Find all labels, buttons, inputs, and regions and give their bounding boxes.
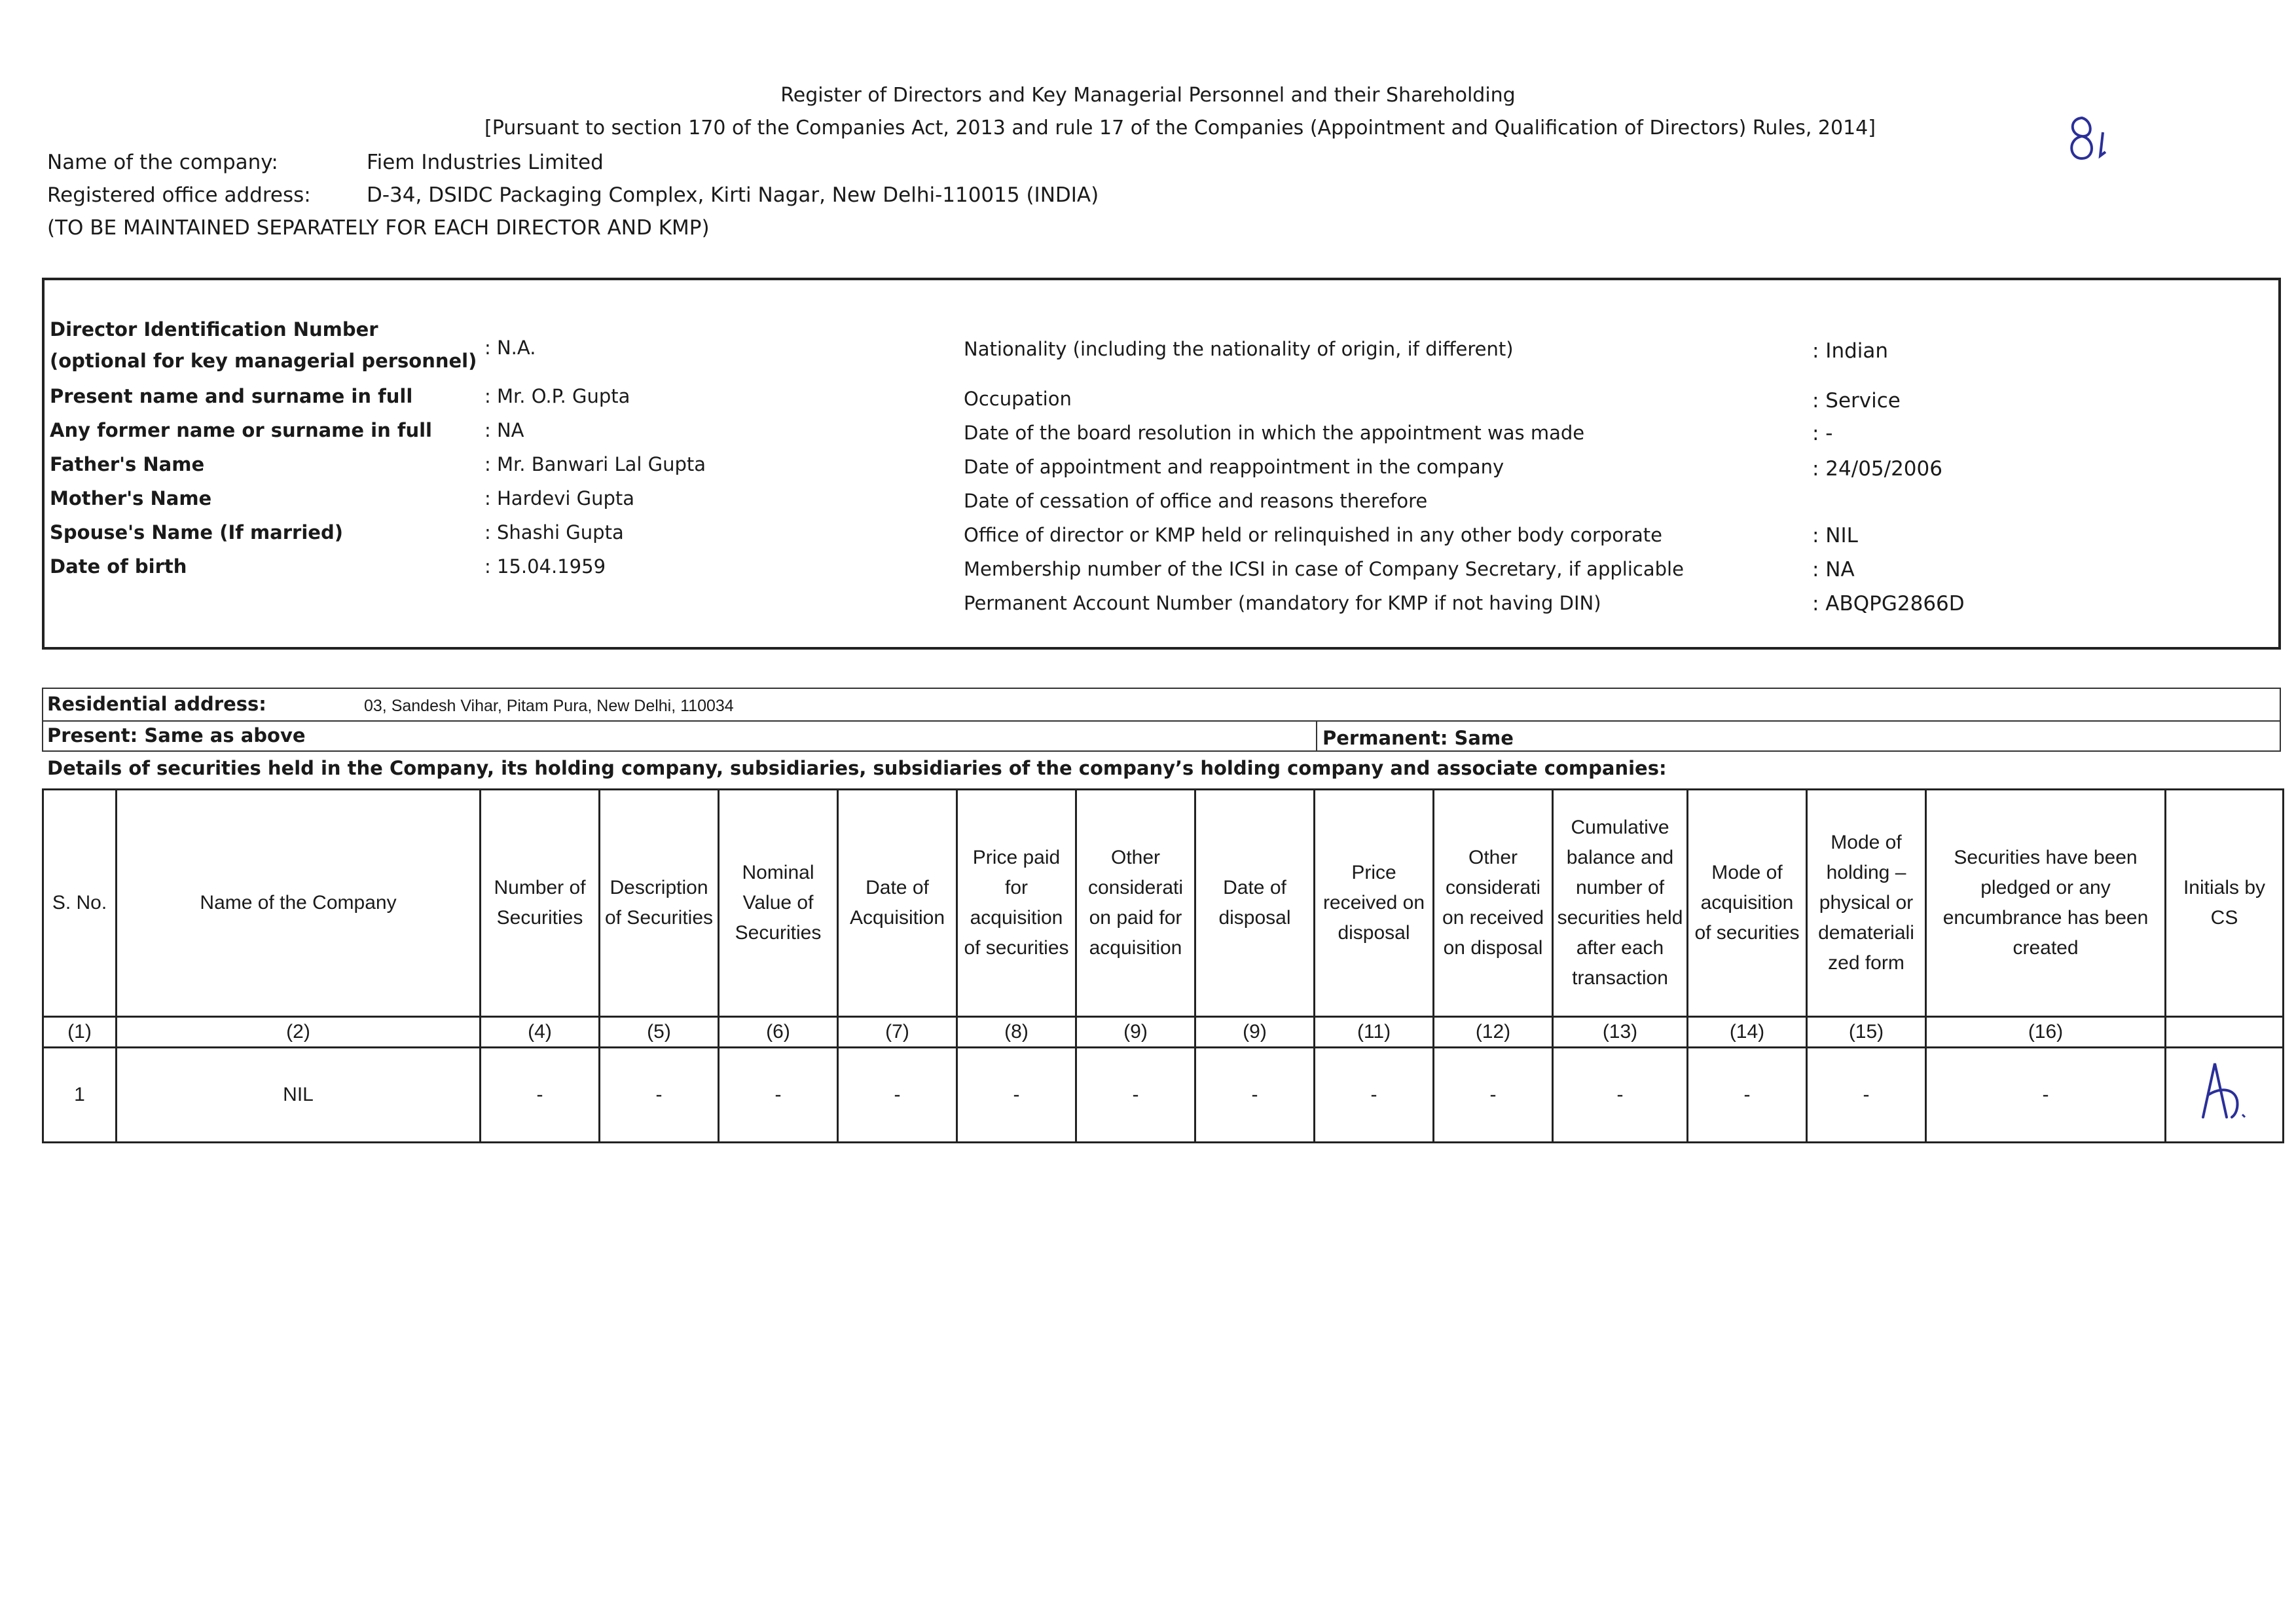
column-number: (11): [1315, 1017, 1434, 1048]
present-name-value: : Mr. O.P. Gupta: [484, 385, 630, 407]
table-cell: -: [600, 1048, 719, 1143]
permanent-divider: [1316, 720, 1317, 750]
header-cell: Other considerati on paid for acquisition: [1076, 790, 1195, 1017]
pan-label: Permanent Account Number (mandatory for KMP if not having DIN): [964, 592, 1601, 614]
column-number: (5): [600, 1017, 719, 1048]
handwritten-page-number-icon: [2062, 113, 2121, 165]
father-name-value: : Mr. Banwari Lal Gupta: [484, 453, 706, 475]
column-number: (12): [1434, 1017, 1553, 1048]
din-label-note: (optional for key managerial personnel): [50, 350, 477, 372]
table-cell: -: [1076, 1048, 1195, 1143]
column-number: [2166, 1017, 2284, 1048]
dob-value: : 15.04.1959: [484, 555, 606, 578]
director-info-box: [42, 278, 2281, 650]
former-name-label: Any former name or surname in full: [50, 419, 432, 441]
office-held-label: Office of director or KMP held or relinquished in any other body corporate: [964, 524, 1662, 546]
present-address: Present: Same as above: [47, 724, 306, 747]
company-name-label: Name of the company:: [47, 151, 278, 174]
present-name-label: Present name and surname in full: [50, 385, 413, 407]
nationality-value: : Indian: [1812, 339, 1889, 363]
table-cell: -: [719, 1048, 838, 1143]
column-number-row: [43, 1017, 2284, 1048]
table-cell: -: [1926, 1048, 2166, 1143]
header-cell: Other considerati on received on disposal: [1434, 790, 1553, 1017]
company-name-value: Fiem Industries Limited: [367, 151, 604, 174]
residential-address-value: 03, Sandesh Vihar, Pitam Pura, New Delhi, 110034: [364, 697, 734, 715]
registered-office-label: Registered office address:: [47, 183, 311, 207]
appointment-value: : 24/05/2006: [1812, 457, 1942, 481]
office-held-value: : NIL: [1812, 524, 1858, 547]
header-cell: Mode of acquisition of securities: [1688, 790, 1807, 1017]
cs-initials-cell: [2166, 1048, 2284, 1143]
table-cell: -: [838, 1048, 957, 1143]
header-cell: Nominal Value of Securities: [719, 790, 838, 1017]
din-label: Director Identification Number: [50, 318, 378, 341]
board-resolution-label: Date of the board resolution in which the appointment was made: [964, 422, 1585, 444]
header-cell: Description of Securities: [600, 790, 719, 1017]
column-number: (6): [719, 1017, 838, 1048]
table-cell: NIL: [117, 1048, 481, 1143]
father-name-label: Father's Name: [50, 453, 205, 475]
occupation-label: Occupation: [964, 388, 1072, 410]
header-cell: S. No.: [43, 790, 117, 1017]
appointment-label: Date of appointment and reappointment in the company: [964, 456, 1504, 478]
table-header-row: [43, 790, 2284, 1017]
table-cell: -: [1434, 1048, 1553, 1143]
board-resolution-value: : -: [1812, 422, 1833, 445]
header-cell: Initials by CS: [2166, 790, 2284, 1017]
column-number: (7): [838, 1017, 957, 1048]
registered-office-value: D-34, DSIDC Packaging Complex, Kirti Nagar, New Delhi-110015 (INDIA): [367, 183, 1099, 207]
register-subtitle: [Pursuant to section 170 of the Companies Act, 2013 and rule 17 of the Companies (Appointment and Qualification of Directors) Rules, 2014]: [484, 117, 1876, 139]
column-number: (2): [117, 1017, 481, 1048]
occupation-value: : Service: [1812, 389, 1901, 413]
column-number: (16): [1926, 1017, 2166, 1048]
table-cell: -: [1807, 1048, 1926, 1143]
securities-caption: Details of securities held in the Company, its holding company, subsidiaries, subsidiaries of the company’s holding company and associate companies:: [47, 757, 1667, 779]
header-cell: Date of disposal: [1195, 790, 1315, 1017]
column-number: (15): [1807, 1017, 1926, 1048]
handwritten-initials-icon: [2189, 1054, 2261, 1126]
dob-label: Date of birth: [50, 555, 187, 578]
column-number: (1): [43, 1017, 117, 1048]
cessation-label: Date of cessation of office and reasons therefore: [964, 490, 1428, 512]
header-cell: Name of the Company: [117, 790, 481, 1017]
header-cell: Price received on disposal: [1315, 790, 1434, 1017]
spouse-name-label: Spouse's Name (If married): [50, 521, 343, 544]
header-cell: Cumulative balance and number of securities held after each transaction: [1553, 790, 1688, 1017]
header-cell: Date of Acquisition: [838, 790, 957, 1017]
icsi-label: Membership number of the ICSI in case of Company Secretary, if applicable: [964, 558, 1684, 580]
residential-address-label: Residential address:: [47, 693, 266, 715]
header-cell: Price paid for acquisition of securities: [957, 790, 1076, 1017]
header-cell: Mode of holding – physical or demateriali zed form: [1807, 790, 1926, 1017]
former-name-value: : NA: [484, 419, 524, 441]
page-mark-text: [2062, 190, 2064, 191]
table-cell: -: [1195, 1048, 1315, 1143]
residential-address-box: [42, 688, 2281, 752]
header-cell: Securities have been pledged or any encumbrance has been created: [1926, 790, 2166, 1017]
table-cell: -: [1688, 1048, 1807, 1143]
header-cell: Number of Securities: [481, 790, 600, 1017]
column-number: (9): [1076, 1017, 1195, 1048]
mother-name-label: Mother's Name: [50, 487, 212, 509]
mother-name-value: : Hardevi Gupta: [484, 487, 635, 509]
securities-table: [42, 788, 2284, 1143]
table-cell: -: [1553, 1048, 1688, 1143]
column-number: (4): [481, 1017, 600, 1048]
column-number: (9): [1195, 1017, 1315, 1048]
permanent-address: Permanent: Same: [1322, 727, 1514, 749]
column-number: (13): [1553, 1017, 1688, 1048]
icsi-value: : NA: [1812, 558, 1855, 581]
table-row: [43, 1048, 2284, 1143]
column-number: (8): [957, 1017, 1076, 1048]
column-number: (14): [1688, 1017, 1807, 1048]
pan-value: : ABQPG2866D: [1812, 592, 1965, 616]
table-cell: -: [1315, 1048, 1434, 1143]
din-value: : N.A.: [484, 337, 536, 359]
spouse-name-value: : Shashi Gupta: [484, 521, 624, 544]
table-cell: 1: [43, 1048, 117, 1143]
residential-divider: [43, 720, 2280, 722]
nationality-label: Nationality (including the nationality of origin, if different): [964, 338, 1514, 360]
maintenance-note: (TO BE MAINTAINED SEPARATELY FOR EACH DIRECTOR AND KMP): [47, 216, 710, 240]
table-cell: -: [481, 1048, 600, 1143]
table-cell: -: [957, 1048, 1076, 1143]
register-title: Register of Directors and Key Managerial Personnel and their Shareholding: [780, 84, 1516, 107]
